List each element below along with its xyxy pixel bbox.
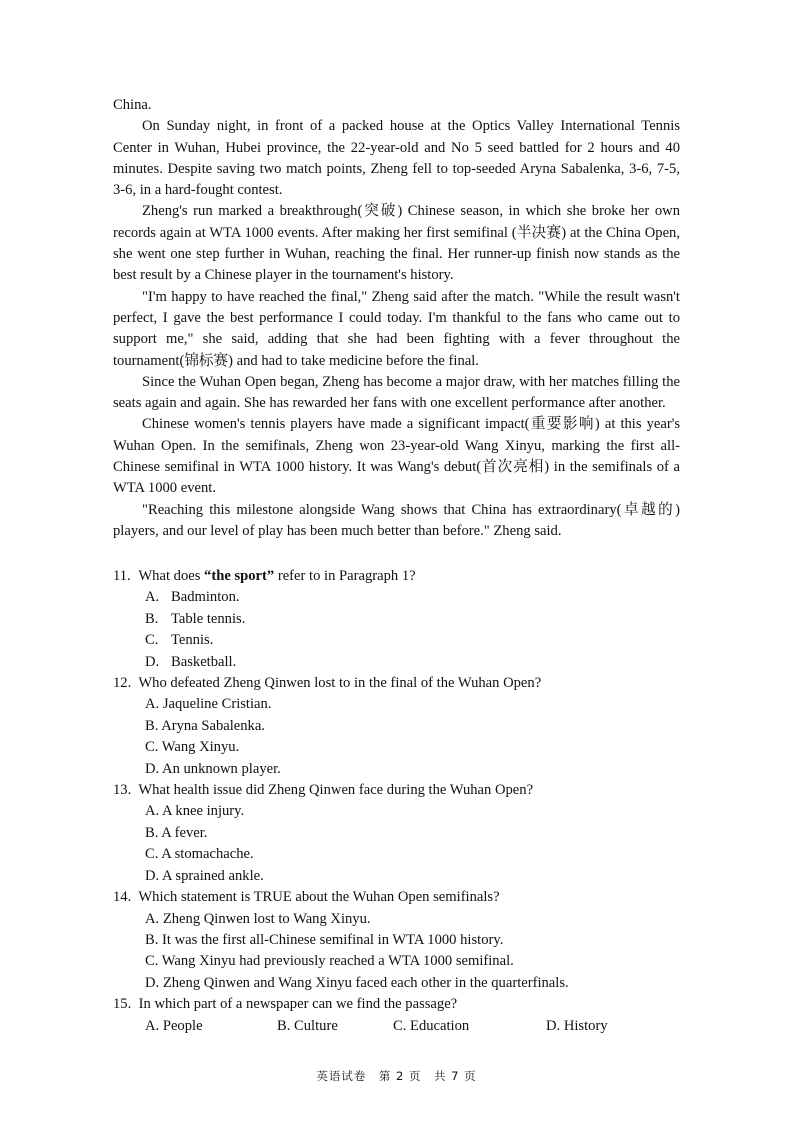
option-d: D. History bbox=[546, 1017, 608, 1034]
option-letter: A. bbox=[145, 589, 160, 606]
question-12 bbox=[113, 673, 680, 780]
option-text: Badminton. bbox=[171, 589, 240, 606]
question-list bbox=[113, 566, 680, 1037]
question-11 bbox=[113, 566, 680, 673]
option-d: D. An unknown player. bbox=[145, 760, 281, 777]
option-text: Tennis. bbox=[171, 632, 214, 649]
option-d: D. A sprained ankle. bbox=[145, 867, 264, 884]
option-a: A. People bbox=[145, 1017, 203, 1034]
question-14 bbox=[113, 887, 680, 994]
question-stem bbox=[113, 566, 680, 587]
option-c: C. Wang Xinyu had previously reached a WTA 1000 semifinal. bbox=[145, 953, 514, 970]
stem-text: Which statement is TRUE about the Wuhan Open semifinals? bbox=[138, 889, 500, 906]
option-row bbox=[113, 1016, 680, 1037]
question-stem bbox=[113, 994, 680, 1015]
passage-paragraph-5: Chinese women's tennis players have made a significant impact(重要影响) at this year's Wuhan Open. In the semifinals, Zheng won 23-year-old Wang Xinyu, marking the first all-Chinese semifinal in WTA 1000 history. It was Wang's debut(首次亮相) in the semifinals of a WTA 1000 event. bbox=[113, 416, 680, 497]
question-number: 11. bbox=[113, 568, 131, 584]
passage-paragraph-2: Zheng's run marked a breakthrough(突破) Chinese season, in which she broke her own records again at WTA 1000 events. After making her first semifinal (半决赛) at the China Open, she went one step further in Wuhan, reaching the final. Her runner-up finish now stands as the best result by a Chinese player in the tournament's history. bbox=[113, 203, 680, 284]
option-b bbox=[113, 609, 680, 630]
option-b: B. A fever. bbox=[145, 824, 208, 841]
passage-paragraph-4: Since the Wuhan Open began, Zheng has become a major draw, with her matches filling the seats again and again. She has rewarded her fans with one excellent performance after another. bbox=[113, 373, 680, 412]
option-a: A. Zheng Qinwen lost to Wang Xinyu. bbox=[145, 910, 371, 927]
question-stem bbox=[113, 780, 680, 801]
option-d bbox=[113, 652, 680, 673]
stem-text: refer to in Paragraph 1? bbox=[274, 568, 416, 584]
option-b: B. It was the first all-Chinese semifinal in WTA 1000 history. bbox=[145, 931, 504, 948]
question-13 bbox=[113, 780, 680, 887]
passage-paragraph-1: On Sunday night, in front of a packed house at the Optics Valley International Tennis Center in Wuhan, Hubei province, the 22-year-old and No 5 seed battled for 2 hours and 40 minutes. Despite saving two match points, Zheng fell to top-seeded Aryna Sabalenka, 3-6, 7-5, 3-6, in a hard-fought contest. bbox=[113, 118, 680, 199]
question-number: 15. bbox=[113, 996, 132, 1013]
option-a: A. Jaqueline Cristian. bbox=[145, 696, 272, 713]
option-letter: C. bbox=[145, 632, 159, 649]
question-15 bbox=[113, 994, 680, 1037]
passage-paragraph-3: "I'm happy to have reached the final," Zheng said after the match. "While the result wasn't perfect, I gave the best performance I could today. I'm thankful to the fans who came out to support me," she said, adding that she had been fighting with a fever throughout the tournament(锦标赛) and had to take medicine before the final. bbox=[113, 288, 680, 369]
option-letter: B. bbox=[145, 610, 159, 627]
option-c: C. A stomachache. bbox=[145, 846, 254, 863]
question-stem bbox=[113, 673, 680, 694]
option-b: B. Culture bbox=[277, 1017, 338, 1034]
question-number: 12. bbox=[113, 675, 132, 692]
option-d: D. Zheng Qinwen and Wang Xinyu faced each other in the quarterfinals. bbox=[145, 974, 569, 991]
option-c: C. Wang Xinyu. bbox=[145, 739, 240, 756]
question-number: 13. bbox=[113, 782, 132, 799]
stem-highlight: “the sport” bbox=[204, 568, 275, 584]
stem-text: What does bbox=[138, 568, 205, 584]
option-text: Basketball. bbox=[171, 653, 237, 670]
passage-paragraph-6: "Reaching this milestone alongside Wang shows that China has extraordinary(卓越的) players, and our level of play has been much better than before." Zheng said. bbox=[113, 501, 680, 539]
page-footer: 英语试卷 第 2 页 共 7 页 bbox=[316, 1069, 477, 1083]
stem-text: What health issue did Zheng Qinwen face during the Wuhan Open? bbox=[138, 782, 534, 799]
option-a: A. A knee injury. bbox=[145, 803, 245, 820]
option-c bbox=[113, 630, 680, 651]
option-c: C. Education bbox=[393, 1017, 470, 1034]
option-letter: D. bbox=[145, 653, 160, 670]
option-b: B. Aryna Sabalenka. bbox=[145, 717, 265, 734]
stem-text: In which part of a newspaper can we find the passage? bbox=[138, 996, 458, 1013]
reading-passage bbox=[113, 95, 680, 542]
option-text: Table tennis. bbox=[171, 610, 246, 627]
question-stem bbox=[113, 887, 680, 908]
stem-text: Who defeated Zheng Qinwen lost to in the final of the Wuhan Open? bbox=[138, 675, 542, 692]
option-a bbox=[113, 587, 680, 608]
passage-paragraph-0: China. bbox=[113, 97, 152, 113]
question-number: 14. bbox=[113, 889, 132, 906]
